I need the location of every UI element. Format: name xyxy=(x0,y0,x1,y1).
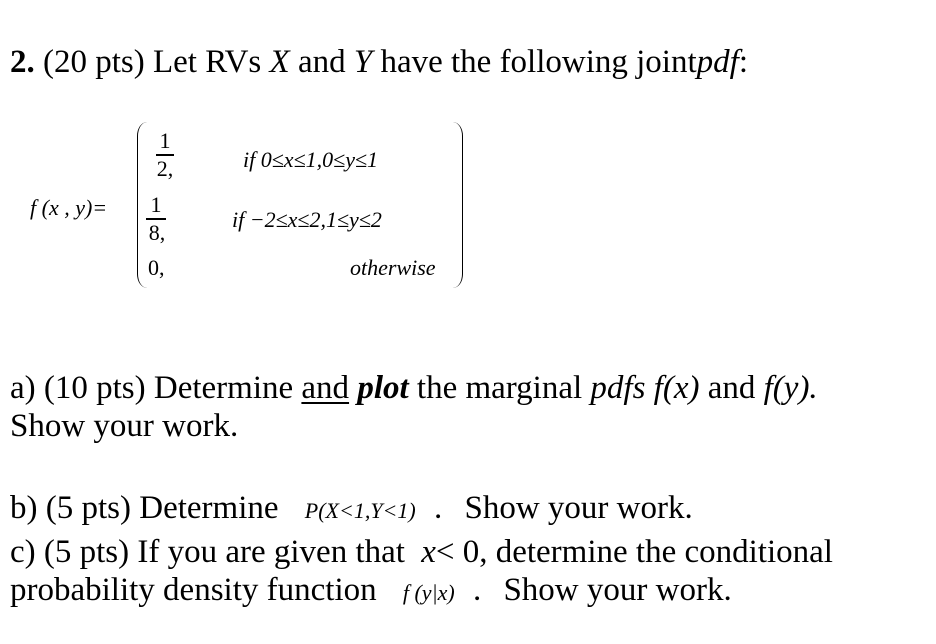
part-a-and2: and xyxy=(707,370,756,406)
pdf-word: pdf xyxy=(696,44,739,80)
problem-intro-end: have the following joint xyxy=(380,44,697,80)
part-c-line2a: probability density function xyxy=(10,572,377,608)
problem-number: 2. xyxy=(10,44,35,80)
problem-intro: (20 pts) Let RVs xyxy=(43,44,262,80)
case1-condition: if 0≤x≤1,0≤y≤1 xyxy=(243,147,379,172)
part-b-points: (5 pts) Determine xyxy=(45,490,279,526)
case3-condition: otherwise xyxy=(350,255,436,280)
part-a-plot: plot xyxy=(357,370,409,406)
part-a-and: and xyxy=(301,370,350,406)
var-x: X xyxy=(269,44,290,80)
part-c-label: c) xyxy=(10,534,36,570)
right-brace xyxy=(452,122,463,288)
part-a-fy: f(y). xyxy=(763,370,818,406)
part-c-expr: f (y|x) xyxy=(402,580,455,605)
part-a-points: (10 pts) Determine xyxy=(43,370,294,406)
var-y: Y xyxy=(353,44,373,80)
colon: : xyxy=(738,44,748,80)
part-b-label: b) xyxy=(10,490,38,526)
case2-numerator: 1 xyxy=(150,192,162,217)
part-b-dot: . xyxy=(433,490,443,526)
joint-pdf-lhs: f (x , y)= xyxy=(30,195,108,220)
part-a-label: a) xyxy=(10,370,36,406)
part-a-pdfs: pdfs f(x) xyxy=(590,370,700,406)
part-c-text1: (5 pts) If you are given that xyxy=(43,534,405,570)
part-a-text1: the marginal xyxy=(416,370,583,406)
part-b-line xyxy=(10,490,693,529)
problem-statement xyxy=(10,44,748,80)
case2-condition: if −2≤x≤2,1≤y≤2 xyxy=(232,207,382,232)
and-word: and xyxy=(297,44,346,80)
part-a-line2: Show your work. xyxy=(10,408,239,444)
part-c-line1 xyxy=(10,534,833,570)
part-c-cond: < 0, determine the conditional xyxy=(435,534,833,570)
case2-denominator: 8, xyxy=(148,220,166,245)
case3-value: 0, xyxy=(148,255,165,280)
part-a-line1 xyxy=(10,370,818,406)
part-b-expr: P(X<1,Y<1) xyxy=(304,498,416,523)
part-c-tail: Show your work. xyxy=(503,572,732,608)
case1-numerator: 1 xyxy=(159,128,171,153)
part-b-tail: Show your work. xyxy=(464,490,693,526)
part-c-dot: . xyxy=(472,572,482,608)
part-c-cond-var: x xyxy=(421,534,436,570)
part-c-line2 xyxy=(10,572,732,611)
case1-denominator: 2, xyxy=(156,156,174,181)
